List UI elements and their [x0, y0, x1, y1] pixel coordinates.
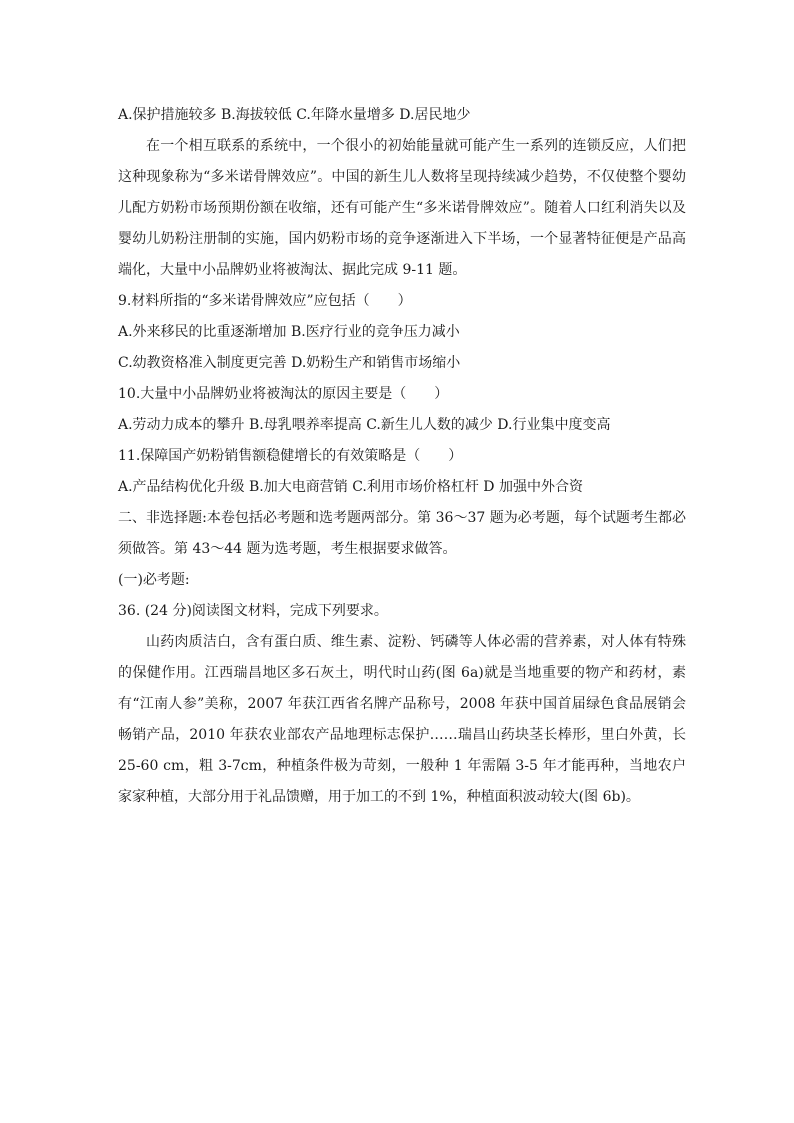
section2-intro: 二、非选择题:本卷包括必考题和选考题两部分。第 36～37 题为必考题，每个试题考生都必须做答。第 43～44 题为选考题，考生根据要求做答。	[118, 510, 686, 557]
exam-page	[118, 100, 686, 813]
q9-options-line2: C.幼教资格准入制度更完善 D.奶粉生产和销售市场缩小	[118, 355, 461, 371]
passage-domino-effect: 在一个相互联系的系统中，一个很小的初始能量就可能产生一系列的连锁反应，人们把这种现象称为“多米诺骨牌效应”。中国的新生儿人数将呈现持续减少趋势，不仅使整个婴幼儿配方奶粉市场预期份额在收缩，还有可能产生“多米诺骨牌效应”。随着人口红利消失以及婴幼儿奶粉注册制的实施，国内奶粉市场的竞争逐渐进入下半场，一个显著特征便是产品高端化，大量中小品牌奶业将被淘汰、据此完成 9-11 题。	[118, 138, 686, 278]
q11-options: A.产品结构优化升级 B.加大电商营销 C.利用市场价格杠杆 D 加强中外合资	[118, 479, 583, 495]
q8-options: A.保护措施较多 B.海拔较低 C.年降水量增多 D.居民地少	[118, 107, 471, 123]
q10-options: A.劳动力成本的攀升 B.母乳喂养率提高 C.新生儿人数的减少 D.行业集中度变高	[118, 417, 611, 433]
q10-stem: 10.大量中小品牌奶业将被淘汰的原因主要是（ ）	[118, 386, 449, 402]
passage-yam: 山药肉质洁白，含有蛋白质、维生素、淀粉、钙磷等人体必需的营养素，对人体有特殊的保健作用。江西瑞昌地区多石灰土，明代时山药(图 6a)就是当地重要的物产和药材，素有“江南人参”美称，2007 年获江西省名牌产品称号，2008 年获中国首届绿色食品展销会畅销产品，2010 年获农业部农产品地理标志保护……瑞昌山药块茎长棒形，里白外黄，长 25-60 cm，粗 3-7cm，种植条件极为苛刻，一般种 1 年需隔 3-5 年才能再种，当地农户家家种植，大部分用于礼品馈赠，用于加工的不到 1%，种植面积波动较大(图 6b)。	[118, 634, 686, 805]
q36-stem: 36. (24 分)阅读图文材料，完成下列要求。	[118, 603, 388, 619]
required-heading: (一)必考题:	[118, 572, 190, 588]
q9-stem: 9.材料所指的“多米诺骨牌效应”应包括（ ）	[118, 293, 412, 309]
q11-stem: 11.保障国产奶粉销售额稳健增长的有效策略是（ ）	[118, 448, 463, 464]
q9-options-line1: A.外来移民的比重逐渐增加 B.医疗行业的竞争压力减小	[118, 324, 460, 340]
